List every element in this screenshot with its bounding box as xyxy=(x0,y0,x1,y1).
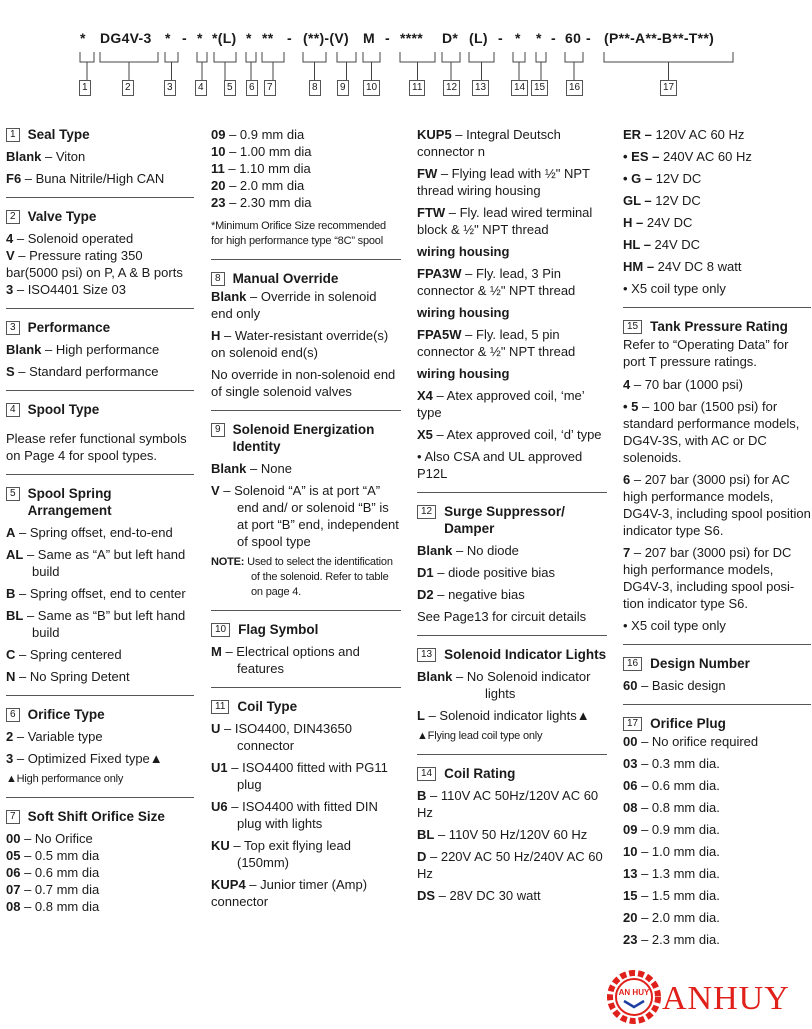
section-number: 11 xyxy=(211,700,229,714)
section-title: Surge Suppressor/ Damper xyxy=(444,504,565,536)
option-item: 60 – Basic design xyxy=(623,678,726,693)
note: • X5 coil type only xyxy=(623,281,726,296)
section-soft-shift-cont xyxy=(211,126,401,249)
section-flag-symbol xyxy=(211,621,401,677)
code-bracket xyxy=(604,52,733,80)
option-item: DS – 28V DC 30 watt xyxy=(417,888,541,903)
code-segment: * xyxy=(165,30,171,46)
option-item: 06 – 0.6 mm dia. xyxy=(623,778,720,793)
section-number: 4 xyxy=(6,403,20,417)
option-item: 09 – 0.9 mm dia. xyxy=(623,822,720,837)
option-item: 23 – 2.30 mm dia xyxy=(211,195,312,210)
option-item: 08 – 0.8 mm dia xyxy=(6,899,100,914)
divider xyxy=(623,644,811,645)
note: • X5 coil type only xyxy=(623,618,726,633)
option-item: KU – Top exit flying lead (150mm) xyxy=(211,838,351,870)
divider xyxy=(6,390,194,391)
note: NOTE: Used to select the identification of the solenoid. Refer to table on page 4. xyxy=(211,556,393,598)
section-number: 6 xyxy=(6,708,20,722)
code-bracket xyxy=(565,52,583,80)
option-item: H – Water-resistant override(s) on solenoid end(s) xyxy=(211,328,389,360)
section-number: 17 xyxy=(623,717,642,731)
option-item: 20 – 2.0 mm dia xyxy=(211,178,305,193)
column-2 xyxy=(211,126,401,919)
option-item: 13 – 1.3 mm dia. xyxy=(623,866,720,881)
section-title: Orifice Type xyxy=(27,707,105,722)
option-item: 00 – No orifice required xyxy=(623,734,759,749)
option-item: FPA5W – Fly. lead, 5 pin connector & ½" NPT thread xyxy=(417,327,576,359)
position-number: 17 xyxy=(660,80,677,96)
column-3 xyxy=(417,126,607,913)
position-number: 5 xyxy=(224,80,236,96)
code-segment: * xyxy=(246,30,252,46)
option-item: 23 – 2.3 mm dia. xyxy=(623,932,720,947)
code-segment: **** xyxy=(400,30,423,46)
section-number: 16 xyxy=(623,657,642,671)
section-title: Spool Type xyxy=(27,402,100,417)
option-item: Blank – No diode xyxy=(417,543,519,558)
code-bracket xyxy=(337,52,356,80)
divider xyxy=(211,410,401,411)
option-item: H – 24V DC xyxy=(623,215,693,230)
position-number: 7 xyxy=(264,80,276,96)
option-item: BL – Same as “B” but left hand build xyxy=(6,608,186,640)
section-coil-rating-cont xyxy=(623,126,811,297)
position-number: 12 xyxy=(443,80,460,96)
code-bracket xyxy=(197,52,207,80)
section-number: 15 xyxy=(623,320,642,334)
logo-wordmark: ANHUY xyxy=(662,980,790,1017)
option-item: HM – 24V DC 8 watt xyxy=(623,259,742,274)
section-text: No override in non-solenoid end of single solenoid valves xyxy=(211,367,396,399)
note: • Also CSA and UL approved P12L xyxy=(417,449,583,481)
divider xyxy=(211,687,401,688)
section-title: Seal Type xyxy=(27,127,90,142)
section-number: 14 xyxy=(417,767,436,781)
section-manual-override xyxy=(211,270,401,400)
code-bracket xyxy=(536,52,546,80)
section-coil-type-cont xyxy=(417,126,607,482)
section-title: Solenoid Indicator Lights xyxy=(444,647,607,662)
option-item: Blank – High performance xyxy=(6,342,160,357)
code-segment: * xyxy=(536,30,542,46)
section-title: Design Number xyxy=(650,656,750,671)
section-number: 2 xyxy=(6,210,20,224)
section-number: 13 xyxy=(417,648,436,662)
section-number: 8 xyxy=(211,272,225,286)
divider xyxy=(6,797,194,798)
code-bracket xyxy=(80,52,94,80)
option-item: • 5 – 100 bar (1500 psi) for standard performance models, DG4V-3S, with AC or DC solenoids. xyxy=(623,399,800,465)
option-item: D1 – diode positive bias xyxy=(417,565,556,580)
section-title: Coil Type xyxy=(237,699,298,714)
section-number: 3 xyxy=(6,321,20,335)
option-item: HL – 24V DC xyxy=(623,237,701,252)
option-item: L – Solenoid indicator lights▲ xyxy=(417,708,590,723)
divider xyxy=(6,197,194,198)
section-title: Performance xyxy=(27,320,111,335)
position-number: 14 xyxy=(511,80,528,96)
position-number: 11 xyxy=(409,80,425,96)
section-indicator-lights xyxy=(417,646,607,744)
code-segment: *(L) xyxy=(212,30,237,46)
option-item: • G – 12V DC xyxy=(623,171,702,186)
section-number: 9 xyxy=(211,423,225,437)
option-item: 2 – Variable type xyxy=(6,729,103,744)
option-item: 20 – 2.0 mm dia. xyxy=(623,910,720,925)
divider xyxy=(623,704,811,705)
footnote: ▲High performance only xyxy=(6,773,124,785)
option-item: Blank – No Solenoid indicator lights xyxy=(417,669,591,701)
code-bracket xyxy=(513,52,525,80)
option-item: 09 – 0.9 mm dia xyxy=(211,127,305,142)
position-number: 13 xyxy=(472,80,489,96)
subheading: wiring housing xyxy=(417,305,510,320)
code-bracket xyxy=(165,52,178,80)
code-segment: * xyxy=(80,30,86,46)
option-item: X5 – Atex approved coil, ‘d’ type xyxy=(417,427,602,442)
option-item: U6 – ISO4400 with fitted DIN plug with lights xyxy=(211,799,378,831)
option-item: KUP4 – Junior timer (Amp) connector xyxy=(211,877,368,909)
option-item: D2 – negative bias xyxy=(417,587,525,602)
option-item: 03 – 0.3 mm dia. xyxy=(623,756,720,771)
logo-seal-text: AN HUY xyxy=(618,988,650,997)
position-number: 2 xyxy=(122,80,134,96)
option-item: B – 110V AC 50Hz/120V AC 60 Hz xyxy=(417,788,599,820)
option-item: ER – 120V AC 60 Hz xyxy=(623,127,745,142)
option-item: 4 – 70 bar (1000 psi) xyxy=(623,377,743,392)
section-tank-pressure xyxy=(623,318,811,634)
code-bracket xyxy=(363,52,380,80)
option-item: Blank – Viton xyxy=(6,149,86,164)
divider xyxy=(417,635,607,636)
option-item: S – Standard performance xyxy=(6,364,159,379)
code-segment: D* xyxy=(442,30,459,46)
section-number: 10 xyxy=(211,623,230,637)
code-segment: ** xyxy=(262,30,274,46)
option-item: 6 – 207 bar (3000 psi) for AC high performance models, DG4V-3, including spool position indicator type S6. xyxy=(623,472,811,538)
option-item: V – Solenoid “A” is at port “A” end and/ or solenoid “B” is at port “B” end, independent of spool type xyxy=(211,483,399,549)
code-segment: - xyxy=(182,30,187,46)
code-segment: - xyxy=(287,30,292,46)
code-segment: 60 xyxy=(565,30,582,46)
section-number: 1 xyxy=(6,128,20,142)
column-1 xyxy=(6,126,194,924)
section-number: 12 xyxy=(417,505,436,519)
option-item: 08 – 0.8 mm dia. xyxy=(623,800,720,815)
code-segment: * xyxy=(515,30,521,46)
option-item: C – Spring centered xyxy=(6,647,122,662)
code-segment: M xyxy=(363,30,375,46)
option-item: A – Spring offset, end-to-end xyxy=(6,525,173,540)
divider xyxy=(6,695,194,696)
code-segment: DG4V-3 xyxy=(100,30,152,46)
section-performance xyxy=(6,319,194,380)
option-item: V – Pressure rating 350 bar(5000 psi) on P, A & B ports xyxy=(6,248,183,280)
option-item: F6 – Buna Nitrile/High CAN xyxy=(6,171,165,186)
position-number: 4 xyxy=(195,80,207,96)
section-text: Refer to “Operating Data” for port T pressure ratings. xyxy=(623,337,789,369)
option-item: X4 – Atex approved coil, ‘me’ type xyxy=(417,388,585,420)
gear-icon xyxy=(610,973,658,1021)
subheading: wiring housing xyxy=(417,366,510,381)
section-seal-type xyxy=(6,126,194,187)
position-number: 8 xyxy=(309,80,321,96)
section-coil-rating xyxy=(417,765,607,904)
option-item: 3 – ISO4401 Size 03 xyxy=(6,282,126,297)
position-number: 1 xyxy=(79,80,91,96)
position-number: 9 xyxy=(337,80,349,96)
section-title: Orifice Plug xyxy=(650,716,726,731)
code-bracket xyxy=(262,52,284,80)
code-bracket xyxy=(303,52,326,80)
position-number: 15 xyxy=(531,80,548,96)
section-title: Manual Override xyxy=(232,271,339,286)
section-title: Soft Shift Orifice Size xyxy=(27,809,165,824)
option-item: U1 – ISO4400 fitted with PG11 plug xyxy=(211,760,388,792)
divider xyxy=(6,474,194,475)
model-code xyxy=(0,30,812,50)
option-item: FW – Flying lead with ½" NPT thread wiring housing xyxy=(417,166,590,198)
code-bracket xyxy=(100,52,158,80)
subheading: wiring housing xyxy=(417,244,510,259)
section-orifice-plug xyxy=(623,715,811,948)
section-title: Flag Symbol xyxy=(238,622,319,637)
option-item: 07 – 0.7 mm dia xyxy=(6,882,100,897)
code-segment: - xyxy=(586,30,591,46)
section-number: 7 xyxy=(6,810,20,824)
position-number: 6 xyxy=(246,80,258,96)
option-item: Blank – None xyxy=(211,461,292,476)
option-item: KUP5 – Integral Deutsch connector n xyxy=(417,127,561,159)
option-item: FTW – Fly. lead wired terminal block & ½" NPT thread xyxy=(417,205,593,237)
code-segment: - xyxy=(498,30,503,46)
option-item: • ES – 240V AC 60 Hz xyxy=(623,149,752,164)
position-number: 3 xyxy=(164,80,176,96)
code-bracket xyxy=(400,52,435,80)
footnote: *Minimum Orifice Size recommended for high performance type “8C” spool xyxy=(211,220,386,247)
section-title: Coil Rating xyxy=(444,766,516,781)
option-item: 4 – Solenoid operated xyxy=(6,231,134,246)
code-segment: * xyxy=(197,30,203,46)
section-title: Solenoid Energization Identity xyxy=(232,422,375,454)
section-design-number xyxy=(623,655,811,694)
divider xyxy=(623,307,811,308)
section-title: Tank Pressure Rating xyxy=(650,319,788,334)
option-item: AL – Same as “A” but left hand build xyxy=(6,547,186,579)
section-coil-type xyxy=(211,698,401,910)
code-segment: - xyxy=(385,30,390,46)
option-item: 10 – 1.00 mm dia xyxy=(211,144,312,159)
option-item: FPA3W – Fly. lead, 3 Pin connector & ½" NPT thread xyxy=(417,266,576,298)
option-item: N – No Spring Detent xyxy=(6,669,130,684)
code-bracket xyxy=(246,52,256,80)
option-item: 7 – 207 bar (3000 psi) for DC high performance models, DG4V-3, including spool posi-tion indicator type S6. xyxy=(623,545,795,611)
option-item: M – Electrical options and features xyxy=(211,644,360,676)
option-item: 05 – 0.5 mm dia xyxy=(6,848,100,863)
option-item: 11 – 1.10 mm dia xyxy=(211,161,311,176)
section-spool-spring xyxy=(6,485,194,685)
section-text: See Page13 for circuit details xyxy=(417,609,587,624)
option-item: 10 – 1.0 mm dia. xyxy=(623,844,720,859)
option-item: U – ISO4400, DIN43650 connector xyxy=(211,721,352,753)
position-number: 10 xyxy=(363,80,380,96)
option-item: 06 – 0.6 mm dia xyxy=(6,865,100,880)
divider xyxy=(6,308,194,309)
option-item: GL – 12V DC xyxy=(623,193,701,208)
option-item: D – 220V AC 50 Hz/240V AC 60 Hz xyxy=(417,849,603,881)
code-segment: - xyxy=(551,30,556,46)
section-valve-type xyxy=(6,208,194,298)
section-surge-suppressor xyxy=(417,503,607,625)
section-soft-shift xyxy=(6,808,194,915)
position-number: 16 xyxy=(566,80,583,96)
section-title: Valve Type xyxy=(27,209,97,224)
section-text: Please refer functional symbols on Page 4 for spool types. xyxy=(6,431,187,463)
code-segment: (**)-(V) xyxy=(303,30,349,46)
code-bracket xyxy=(442,52,460,80)
option-item: 15 – 1.5 mm dia. xyxy=(623,888,720,903)
option-item: BL – 110V 50 Hz/120V 60 Hz xyxy=(417,827,588,842)
section-title: Spool Spring Arrangement xyxy=(27,486,112,518)
divider xyxy=(417,754,607,755)
option-item: 3 – Optimized Fixed type▲ xyxy=(6,751,163,766)
section-orifice-type xyxy=(6,706,194,787)
section-spool-type xyxy=(6,401,194,464)
column-4 xyxy=(623,126,811,957)
code-bracket xyxy=(469,52,494,80)
divider xyxy=(211,259,401,260)
option-item: B – Spring offset, end to center xyxy=(6,586,186,601)
section-solenoid-energization xyxy=(211,421,401,600)
code-segment: (P**-A**-B**-T**) xyxy=(604,30,715,46)
divider xyxy=(417,492,607,493)
code-segment: (L) xyxy=(469,30,488,46)
option-item: 00 – No Orifice xyxy=(6,831,93,846)
divider xyxy=(211,610,401,611)
code-bracket xyxy=(214,52,236,80)
option-item: Blank – Override in solenoid end only xyxy=(211,289,377,321)
anhuy-logo xyxy=(604,967,809,1027)
section-number: 5 xyxy=(6,487,20,501)
footnote: ▲Flying lead coil type only xyxy=(417,730,543,742)
